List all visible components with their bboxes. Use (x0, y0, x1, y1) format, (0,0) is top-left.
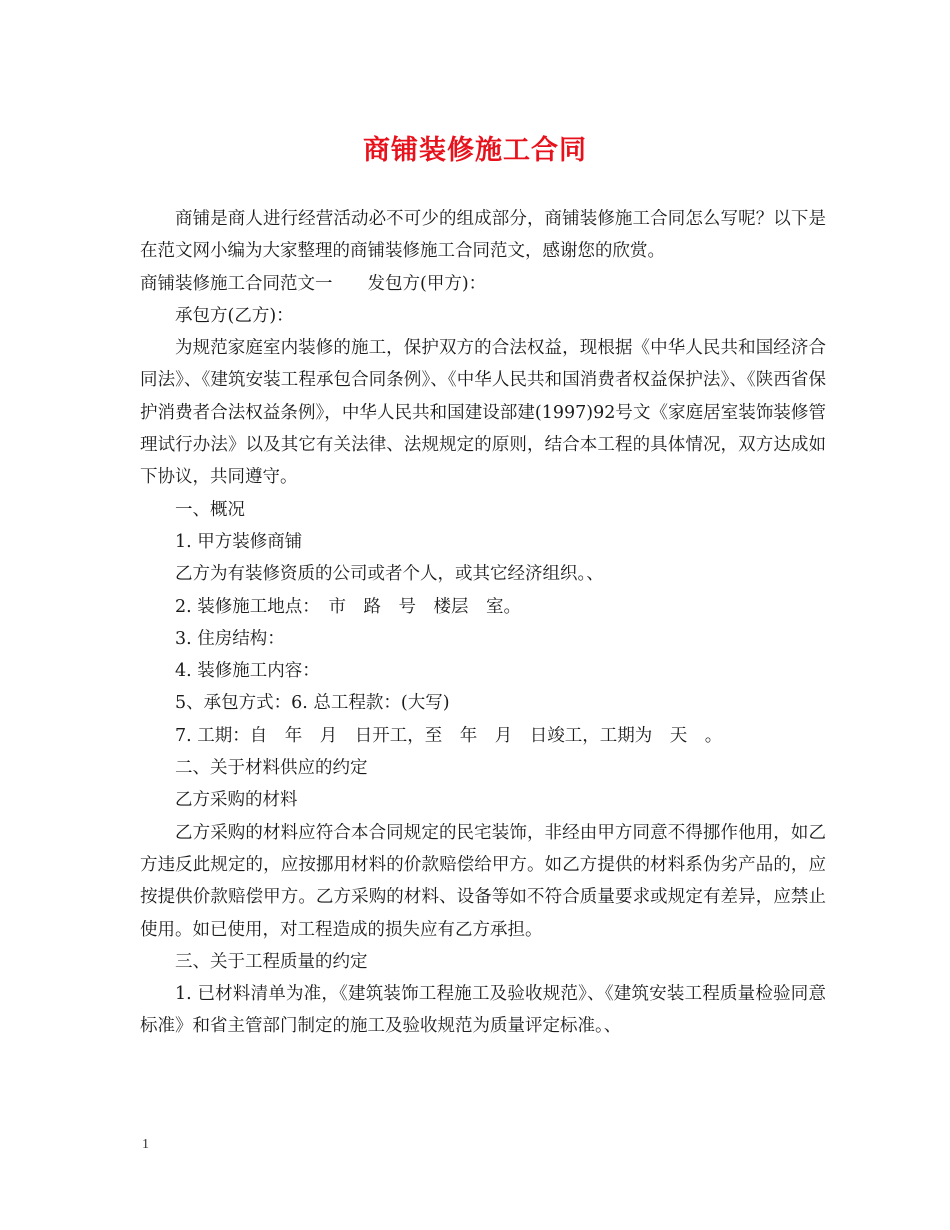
document-title: 商铺装修施工合同 (363, 135, 587, 166)
paragraph: 二、关于材料供应的约定 (175, 758, 368, 779)
paragraph: 为规范家庭室内装修的施工，保护双方的合法权益，现根据《中华人民共和国经济合同法》、《建筑安装工程承包合同条例》、《中华人民共和国消费者权益保护法》、《陕西省保护消费者合法权益条例》，中华人民共和国建设部建(1997)92号文《家庭居室装饰装修管理试行办法》以及其它有关法律、法规规定的原则，结合本工程的具体情况，双方达成如下协议，共同遵守。 (140, 338, 826, 488)
paragraph: 3. 住房结构： (175, 628, 285, 649)
paragraph: 1. 已材料清单为准，《建筑装饰工程施工及验收规范》、《建筑安装工程质量检验同意标准》和省主管部门制定的施工及验收规范为质量评定标准。、 (140, 984, 826, 1037)
paragraph: 承包方(乙方)： (175, 305, 294, 326)
paragraph: 商铺是商人进行经营活动必不可少的组成部分，商铺装修施工合同怎么写呢？以下是在范文网小编为大家整理的商铺装修施工合同范文，感谢您的欣赏。 (140, 209, 826, 262)
paragraph: 2. 装修施工地点： 市 路 号 楼层 室。 (175, 596, 522, 617)
paragraph: 4. 装修施工内容： (175, 661, 320, 682)
paragraph: 7. 工期：自 年 月 日开工，至 年 月 日竣工，工期为 天 。 (175, 725, 723, 746)
paragraph: 乙方为有装修资质的公司或者个人，或其它经济组织。、 (175, 564, 604, 585)
page-number: 1 (142, 1137, 149, 1152)
paragraph: 1. 甲方装修商铺 (175, 531, 303, 552)
paragraph: 三、关于工程质量的约定 (175, 951, 368, 972)
paragraph: 商铺装修施工合同范文一 发包方(甲方)： (140, 273, 487, 294)
paragraph: 一、概况 (175, 499, 245, 520)
document-body (140, 203, 826, 1043)
paragraph: 乙方采购的材料 (175, 790, 298, 811)
paragraph: 乙方采购的材料应符合本合同规定的民宅装饰，非经由甲方同意不得挪作他用，如乙方违反此规定的，应按挪用材料的价款赔偿给甲方。如乙方提供的材料系伪劣产品的，应按提供价款赔偿甲方。乙方采购的材料、设备等如不符合质量要求或规定有差异，应禁止使用。如已使用，对工程造成的损失应有乙方承担。 (140, 822, 826, 940)
paragraph: 5、承包方式：6. 总工程款：(大写) (175, 693, 450, 714)
